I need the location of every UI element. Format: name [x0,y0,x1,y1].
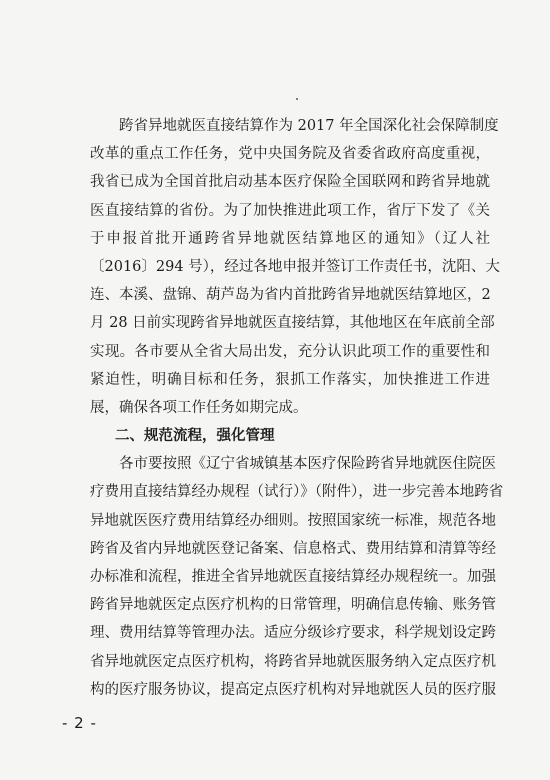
text-line: 于申报首批开通跨省异地就医结算地区的通知》（辽人社 [90,230,490,247]
text-line: 省异地就医定点医疗机构，将跨省异地就医服务纳入定点医疗机 [90,653,496,670]
text-line: 我省已成为全国首批启动基本医疗保险全国联网和跨省异地就 [90,174,490,191]
text-line: 紧迫性，明确目标和任务，狠抓工作落实，加快推进工作进 [90,371,490,388]
text-line: 改革的重点工作任务，党中央国务院及省委省政府高度重视， [90,146,490,163]
paragraph-1 [90,112,500,422]
text-line: 连、本溪、盘锦、葫芦岛为省内首批跨省异地就医结算地区，2 [90,287,491,304]
text-line: 办标准和流程，推进全省异地就医直接结算经办规程统一。加强 [90,569,496,585]
text-line: 疗费用直接结算经办规程（试行）》（附件），进一步完善本地跨省 [90,484,504,501]
text-line: 各市要按照《辽宁省城镇基本医疗保险跨省异地就医住院医 [90,456,496,473]
text-line: 异地就医医疗费用结算经办细则。按照国家统一标准，规范各地 [90,512,496,529]
text-line: 理、费用结算等管理办法。适应分级诊疗要求，科学规划设定跨 [90,625,496,642]
text-line: 构的医疗服务协议，提高定点医疗机构对异地就医人员的医疗服 [90,681,496,698]
text-line: 实现。各市要从全省大局出发，充分认识此项工作的重要性和 [90,343,490,360]
text-line: 跨省及省内异地就医登记备案、信息格式、费用结算和清算等经 [90,540,496,557]
page-number: - 2 - [62,714,97,732]
paragraph-2 [90,450,504,704]
text-line: 月 28 日前实现跨省异地就医直接结算，其他地区在年底前全部 [90,315,495,332]
text-line: 跨省异地就医定点医疗机构的日常管理，明确信息传输、账务管 [90,597,496,614]
scan-speck [296,98,298,100]
text-line: 跨省异地就医直接结算作为 2017 年全国深化社会保障制度 [90,118,499,134]
text-line: 〔2016〕294 号），经过各地申报并签订工作责任书，沈阳、大 [90,258,500,275]
section-heading: 二、规范流程，强化管理 [115,428,275,445]
body-text [90,112,504,704]
text-line: 展，确保各项工作任务如期完成。 [90,399,308,416]
text-line: 医直接结算的省份。为了加快推进此项工作，省厅下发了《关 [90,202,490,219]
